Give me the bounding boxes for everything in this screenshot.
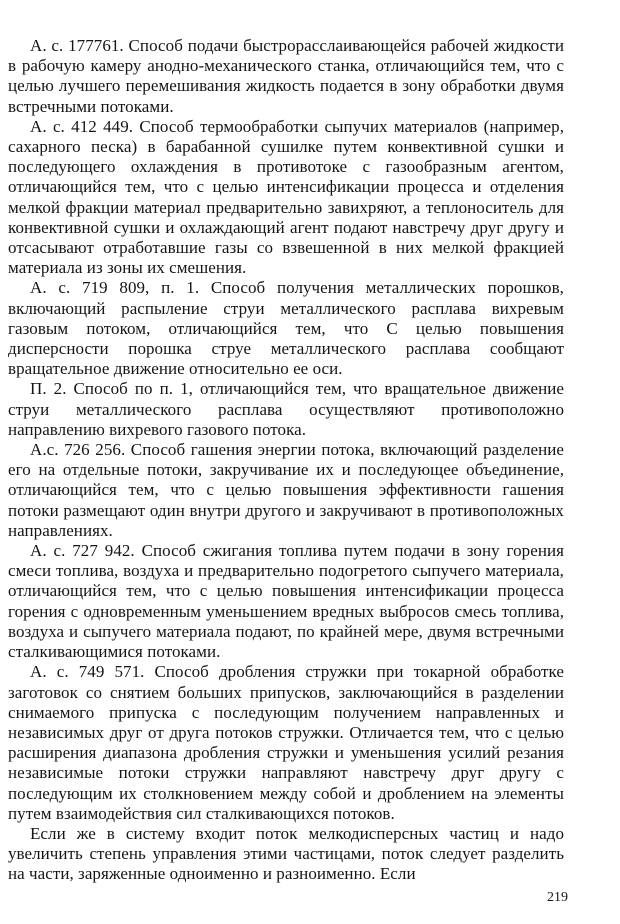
paragraph-p2: П. 2. Способ по п. 1, отличающийся тем, что вращательное движение струи металлического расплава осуществляют противоположно направлению вихревого газового потока. — [8, 379, 564, 439]
paragraph-as-719809-p1: А. с. 719 809, п. 1. Способ получения металлических порошков, включающий распыление струи металлического расплава вихревым газовым потоком, отличающийся тем, что С целью повышения дисперсности порошка струе металлического расплава сообщают вращательное движение относительно ее оси. — [8, 278, 564, 379]
paragraph-as-412449: А. с. 412 449. Способ термообработки сыпучих материалов (например, сахарного песка) в барабанной сушилке путем конвективной сушки и последующего охлаждения в противотоке с газообразным агентом, отличающийся тем, что с целью интенсификации процесса и отделения мелкой фракции материал предварительно завихряют, а теплоноситель для конвективной сушки и охлаждающий агент подают навстречу друг другу и отсасывают отработавшие газы со взвешенной в них мелкой фракцией материала из зоны их смешения. — [8, 116, 564, 278]
paragraph-as-726256: А.с. 726 256. Способ гашения энергии потока, включающий разделение его на отдельные потоки, закручивание их и последующее объединение, отличающийся тем, что с целью повышения эффективности гашения потоки размещают один внутри другого и закручивают в противоположных направлениях. — [8, 440, 564, 540]
paragraph-as-177761: А. с. 177761. Способ подачи быстрорасслаивающейся рабочей жидкости в рабочую камеру анодно-механического станка, отличающийся тем, что с целью лучшего перемешивания жидкость подается в зону обработки двумя встречными потоками. — [8, 36, 564, 116]
paragraph-as-727942: А. с. 727 942. Способ сжигания топлива путем подачи в зону горения смеси топлива, воздуха и предварительно подогретого сыпучего материала, отличающийся тем, что с целью повышения интенсификации процесса горения с одновременным уменьшением вредных выбросов смесь топлива, воздуха и сыпучего материала подают, по крайней мере, двумя встречными сталкивающимися потоками. — [8, 541, 564, 662]
page-body — [8, 36, 564, 885]
paragraph-closing: Если же в систему входит поток мелкодисперсных частиц и надо увеличить степень управления этими частицами, поток следует разделить на части, заряженные одноименно и разноименно. Если — [8, 823, 564, 884]
paragraph-as-749571: А. с. 749 571. Способ дробления стружки при токарной обработке заготовок со снятием больших припусков, заключающийся в разделении снимаемого припуска с последующим получением направленных и независимых друг от друга потоков стружки. Отличается тем, что с целью расширения диапазона дробления стружки и уменьшения усилий резания независимые потоки стружки направляют навстречу друг другу с последующим их столкновением между собой и дроблением на элементы путем взаимодействия сил сталкивающихся потоков. — [8, 662, 564, 823]
page-number: 219 — [547, 890, 568, 905]
